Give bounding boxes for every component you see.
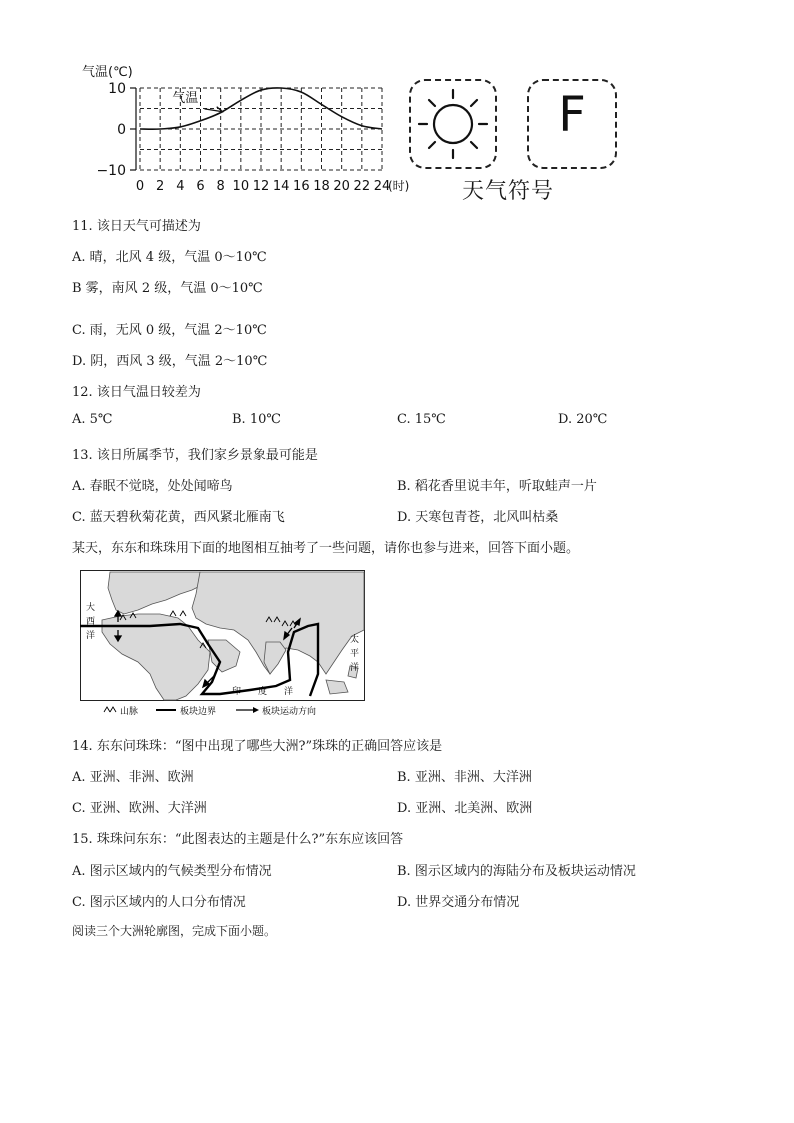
- question-stem: 该日气温日较差为: [96, 385, 201, 400]
- pacific-label-2: 平: [350, 649, 360, 659]
- x-tick-label: 0: [135, 179, 145, 194]
- question-stem: 东东问珠珠：“图中出现了哪些大洲?”珠珠的正确回答应该是: [96, 739, 443, 754]
- continents-intro-text: 阅读三个大洲轮廓图，完成下面小题。: [72, 924, 277, 938]
- option-11-b[interactable]: B 雾，南风 2 级，气温 0～10℃: [72, 281, 263, 296]
- y-tick-label: 0: [117, 122, 126, 138]
- option-14-b[interactable]: B. 亚洲、非洲、大洋洲: [397, 770, 532, 785]
- map-intro-text: 某天，东东和珠珠用下面的地图相互抽考了一些问题，请你也参与进来，回答下面小题。: [72, 541, 580, 556]
- option-12-b[interactable]: B. 10℃: [232, 412, 281, 427]
- map-legend: [104, 705, 316, 717]
- option-13-d[interactable]: D. 天寒包青苍，北风叫枯桑: [397, 510, 559, 525]
- option-15-d[interactable]: D. 世界交通分布情况: [397, 895, 520, 910]
- question-12: [72, 381, 201, 400]
- x-tick-label: 16: [293, 179, 310, 194]
- option-11-a[interactable]: A. 晴，北风 4 级，气温 0～10℃: [72, 250, 267, 265]
- indian-label-2: 度: [258, 687, 268, 697]
- x-tick-label: 2: [156, 179, 165, 194]
- x-tick-label: 12: [252, 179, 270, 194]
- temperature-chart: [78, 58, 418, 198]
- x-tick-label: 20: [333, 179, 350, 194]
- chart-ylabel: 气温(℃): [82, 65, 133, 80]
- option-12-a[interactable]: A. 5℃: [72, 412, 113, 427]
- sun-symbol-box: [409, 79, 497, 169]
- x-tick-label: 6: [196, 179, 205, 194]
- wind-symbol-letter: F: [558, 87, 586, 143]
- atlantic-label-3: 洋: [86, 631, 96, 641]
- plate-map: [80, 570, 366, 720]
- question-number: 13.: [72, 448, 93, 463]
- option-12-c[interactable]: C. 15℃: [397, 412, 446, 427]
- chart-xticks: [136, 179, 390, 194]
- question-stem: 珠珠问东东：“此图表达的主题是什么?”东东应该回答: [96, 832, 404, 847]
- option-13-c[interactable]: C. 蓝天碧秋菊花黄，西风紧北雁南飞: [72, 510, 285, 525]
- x-tick-label: 18: [313, 179, 330, 194]
- y-tick-label: −10: [96, 163, 126, 179]
- option-13-a[interactable]: A. 春眠不觉晓，处处闻啼鸟: [72, 479, 233, 494]
- option-11-c[interactable]: C. 雨，无风 0 级，气温 2～10℃: [72, 323, 267, 338]
- weather-symbol-caption: 天气符号: [462, 179, 555, 204]
- x-tick-label: 4: [176, 179, 185, 194]
- indian-label-3: 洋: [284, 687, 294, 697]
- x-tick-label: 24: [373, 179, 391, 194]
- chart-xunit: (时): [388, 179, 410, 193]
- curve-label-arrow: [205, 107, 223, 115]
- x-tick-label: 10: [232, 179, 250, 194]
- question-14: [72, 735, 442, 754]
- option-11-d[interactable]: D. 阴，西风 3 级，气温 2～10℃: [72, 354, 268, 369]
- legend-mountain-label: 山脉: [120, 707, 139, 717]
- question-number: 14.: [72, 739, 93, 754]
- x-tick-label: 8: [216, 179, 225, 194]
- question-13: [72, 444, 318, 463]
- pacific-label-1: 太: [350, 635, 360, 645]
- chart-yticks: [96, 81, 136, 179]
- sun-icon: [411, 81, 495, 167]
- legend-motion-label: 板块运动方向: [262, 707, 317, 717]
- option-15-c[interactable]: C. 图示区域内的人口分布情况: [72, 895, 246, 910]
- wind-symbol-box: [527, 79, 617, 169]
- x-tick-label: 14: [272, 179, 290, 194]
- question-number: 11.: [72, 219, 93, 234]
- pacific-label-3: 洋: [350, 663, 360, 673]
- x-tick-label: 22: [353, 179, 371, 194]
- option-14-d[interactable]: D. 亚洲、北美洲、欧洲: [397, 801, 533, 816]
- atlantic-label-1: 大: [86, 603, 96, 613]
- y-tick-label: 10: [108, 81, 126, 97]
- option-12-d[interactable]: D. 20℃: [558, 412, 608, 427]
- option-15-a[interactable]: A. 图示区域内的气候类型分布情况: [72, 864, 272, 879]
- option-14-a[interactable]: A. 亚洲、非洲、欧洲: [72, 770, 194, 785]
- question-number: 15.: [72, 832, 93, 847]
- indian-label-1: 印: [232, 687, 242, 697]
- option-15-b[interactable]: B. 图示区域内的海陆分布及板块运动情况: [397, 864, 636, 879]
- option-14-c[interactable]: C. 亚洲、欧洲、大洋洲: [72, 801, 207, 816]
- question-15: [72, 828, 403, 847]
- atlantic-label-2: 西: [86, 617, 96, 627]
- curve-label: 气温: [172, 90, 199, 106]
- legend-boundary-label: 板块边界: [180, 707, 217, 717]
- question-stem: 该日天气可描述为: [96, 219, 201, 234]
- question-11: [72, 215, 201, 234]
- question-number: 12.: [72, 385, 93, 400]
- question-stem: 该日所属季节，我们家乡景象最可能是: [96, 448, 318, 463]
- option-13-b[interactable]: B. 稻花香里说丰年，听取蛙声一片: [397, 479, 597, 494]
